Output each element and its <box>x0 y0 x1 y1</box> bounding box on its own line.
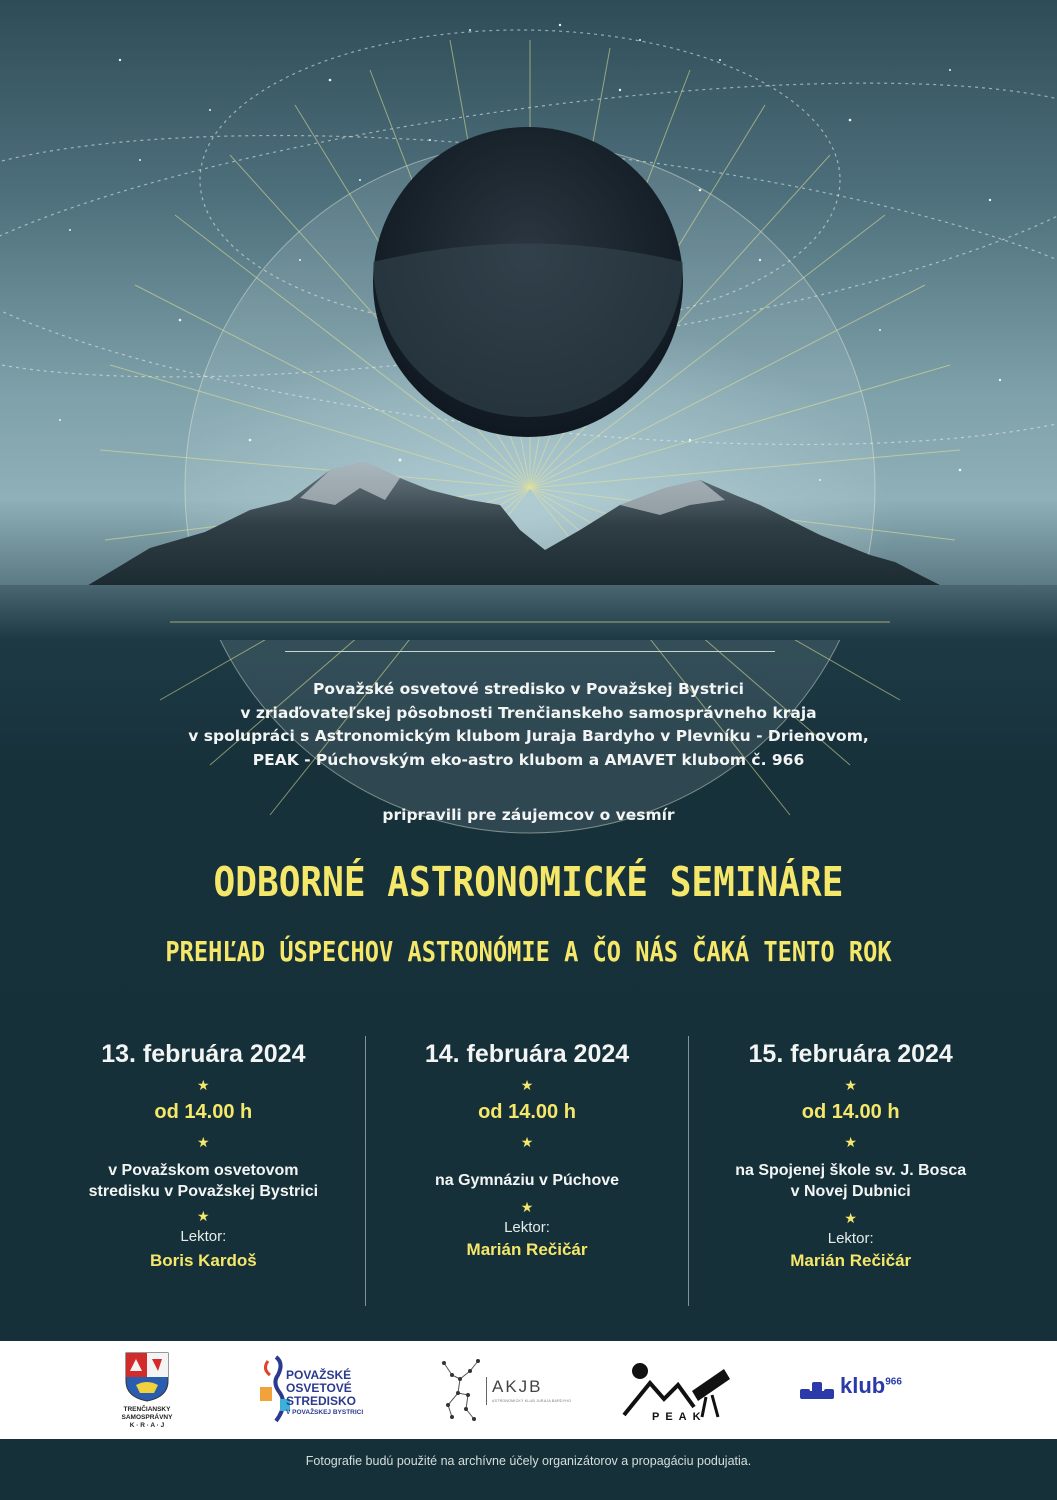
event-venue <box>366 1170 689 1191</box>
klub-logo-text <box>840 1373 902 1399</box>
star-icon: ★ <box>844 1135 857 1151</box>
event-column <box>42 1036 365 1306</box>
star-icon: ★ <box>520 1200 534 1216</box>
logo-line: OSVETOVÉ <box>286 1381 352 1395</box>
event-time: od 14.00 h <box>478 1101 576 1123</box>
logo-line: POVAŽSKÉ <box>286 1368 352 1382</box>
star-icon: ★ <box>844 1211 857 1227</box>
tsk-logo <box>112 1341 182 1439</box>
logo-line: TRENČIANSKY <box>123 1406 171 1413</box>
peak-logo <box>622 1341 742 1439</box>
klub-logo <box>800 1341 930 1439</box>
partner-logos <box>0 1341 1057 1439</box>
logo-line: SAMOSPRÁVNY <box>121 1414 173 1421</box>
peak-logo-text: PEAK <box>652 1411 707 1423</box>
star-icon: ★ <box>197 1135 210 1151</box>
event-column <box>365 1036 689 1306</box>
klub-number: 966 <box>885 1376 902 1388</box>
lektor-name: Marián Rečičár <box>790 1251 912 1270</box>
logo-line: V POVAŽSKEJ BYSTRICI <box>286 1409 364 1416</box>
intro-text: pripravili pre záujemcov o vesmír <box>382 806 675 824</box>
venue-line: v Novej Dubnici <box>790 1183 911 1200</box>
divider-rule <box>285 651 775 652</box>
tsk-logo-text <box>112 1406 182 1430</box>
event-venue <box>689 1160 1012 1202</box>
organizer-block <box>0 678 1057 772</box>
akjb-logo-subtext: ASTRONOMICKÝ KLUB JURAJA BARDYHO <box>492 1399 572 1403</box>
pos-logo-text <box>286 1369 363 1417</box>
star-icon: ★ <box>197 1078 210 1094</box>
lektor-label: Lektor: <box>504 1219 550 1236</box>
coat-of-arms-icon <box>124 1351 170 1403</box>
event-date: 13. februára 2024 <box>101 1040 306 1068</box>
akjb-logo <box>440 1341 570 1439</box>
lektor-label: Lektor: <box>180 1228 227 1245</box>
lektor-name: Boris Kardoš <box>149 1251 257 1270</box>
klub-word: klub <box>840 1373 886 1398</box>
event-time: od 14.00 h <box>801 1101 900 1123</box>
star-icon: ★ <box>197 1209 210 1225</box>
event-date: 15. februára 2024 <box>748 1040 953 1068</box>
subtitle: PREHĽAD ÚSPECHOV ASTRONÓMIE A ČO NÁS ČAKÁ TENTO ROK <box>165 936 892 968</box>
lektor-label: Lektor: <box>827 1230 874 1247</box>
shoreline <box>0 585 1057 640</box>
organizer-line: PEAK - Púchovským eko-astro klubom a AMAVET klubom č. 966 <box>252 750 805 769</box>
footer-note: Fotografie budú použité na archívne účely organizátorov a propagáciu podujatia. <box>0 1439 1057 1500</box>
pos-logo <box>258 1341 398 1439</box>
venue-line: na Gymnáziu v Púchove <box>434 1172 620 1189</box>
constellation-icon <box>440 1357 484 1423</box>
star-icon: ★ <box>520 1078 534 1094</box>
venue-line: v Považskom osvetovom <box>108 1162 299 1179</box>
venue-line: stredisku v Považskej Bystrici <box>88 1183 319 1200</box>
main-title: ODBORNÉ ASTRONOMICKÉ SEMINÁRE <box>213 858 844 906</box>
organizer-line: v zriaďovateľskej pôsobnosti Trenčianskeho samosprávneho kraja <box>240 703 817 722</box>
event-list <box>42 1036 1012 1306</box>
event-venue <box>42 1160 365 1202</box>
venue-line: na Spojenej škole sv. J. Bosca <box>735 1162 967 1179</box>
star-icon: ★ <box>844 1078 857 1094</box>
organizer-line: Považské osvetové stredisko v Považskej Bystrici <box>313 680 744 698</box>
logo-line: STREDISKO <box>286 1394 357 1408</box>
event-time: od 14.00 h <box>154 1101 253 1123</box>
event-column <box>688 1036 1012 1306</box>
star-icon: ★ <box>520 1135 534 1151</box>
akjb-logo-text: AKJB <box>492 1377 543 1396</box>
klub-icon <box>800 1381 836 1401</box>
organizer-line: v spolupráci s Astronomickým klubom Juraja Bardyho v Plevníku - Drienovom, <box>188 727 869 745</box>
lektor-name: Marián Rečičár <box>466 1240 588 1259</box>
logo-line: K · R · A · J <box>129 1422 165 1429</box>
akjb-divider <box>486 1377 487 1405</box>
event-date: 14. februára 2024 <box>424 1040 630 1068</box>
